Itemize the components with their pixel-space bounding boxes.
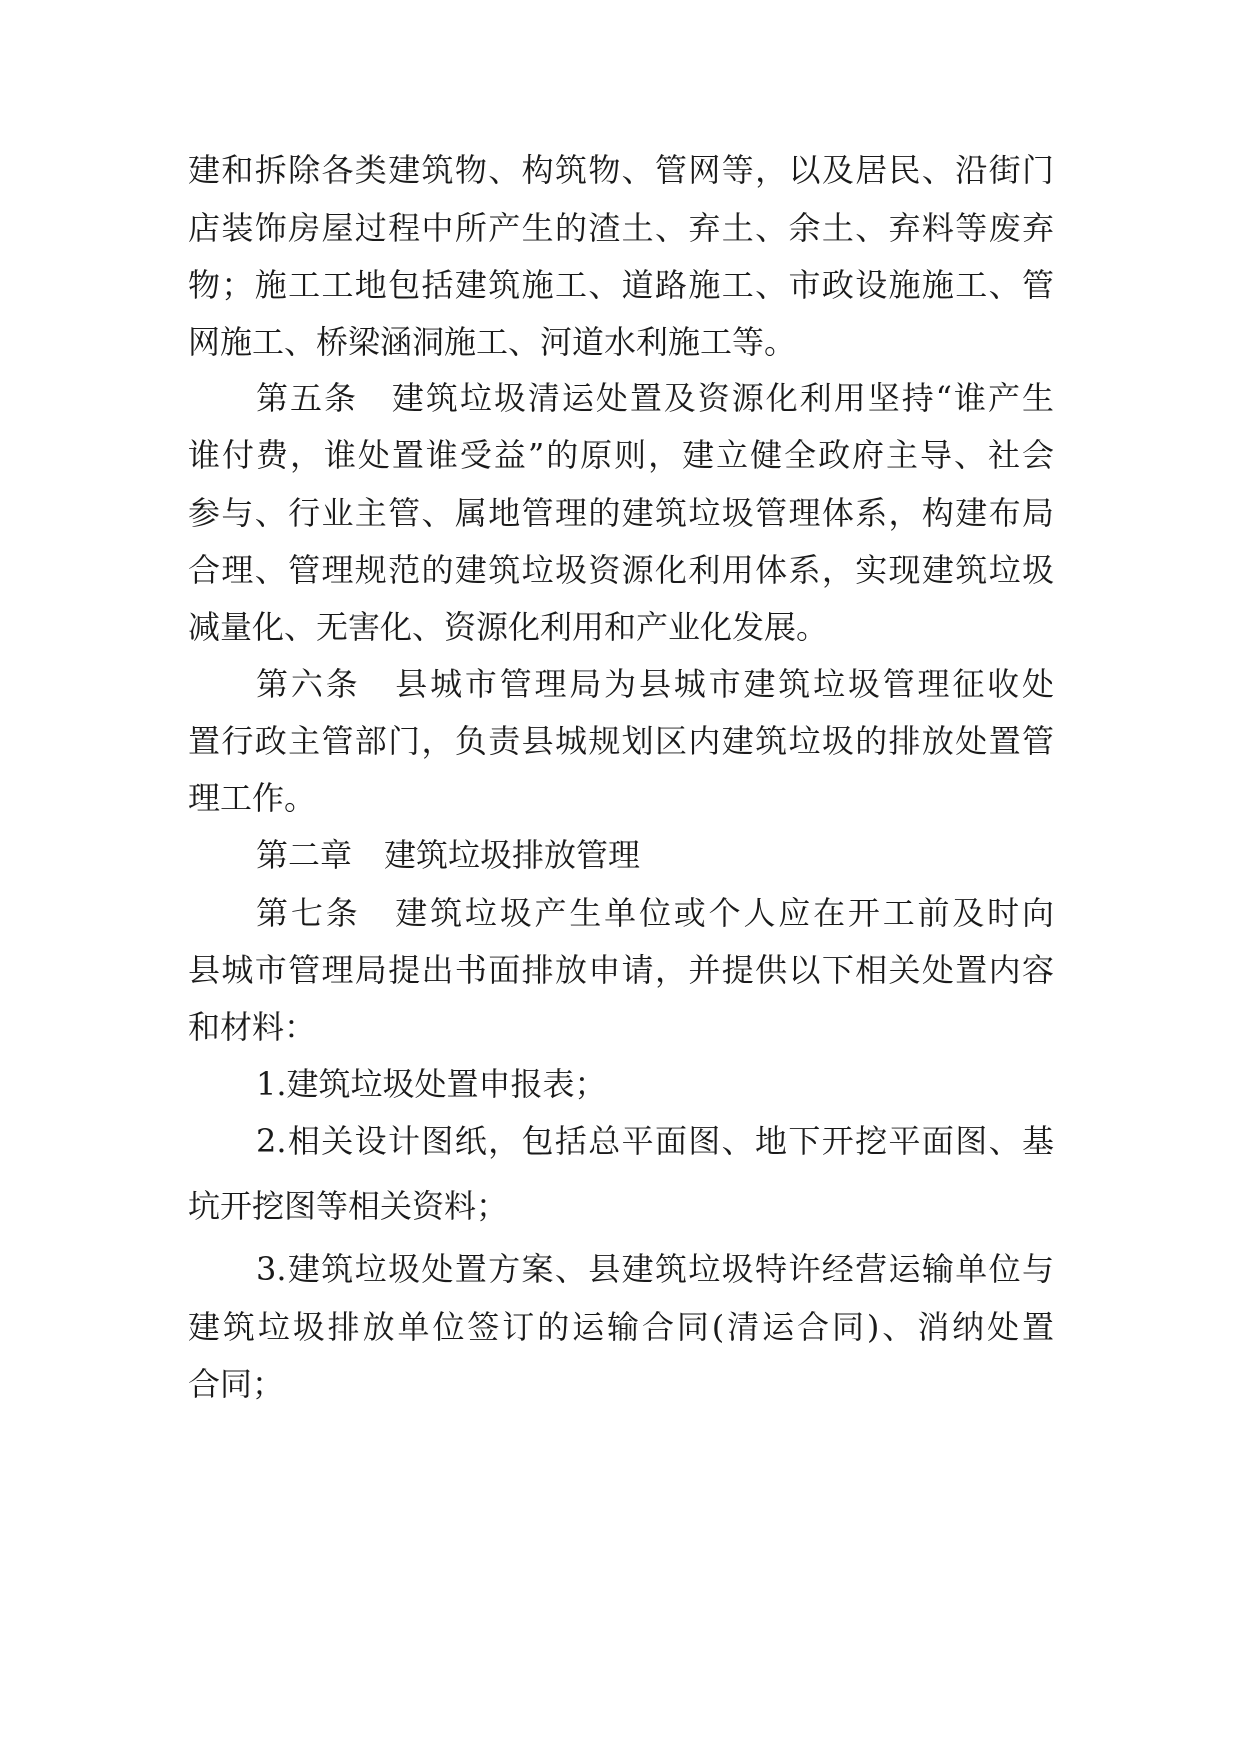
text-line: 合理、管理规范的建筑垃圾资源化利用体系，实现建筑垃圾 <box>188 551 1054 589</box>
text-line: 店装饰房屋过程中所产生的渣土、弃土、余土、弃料等废弃 <box>188 209 1054 247</box>
text-line: 网施工、桥梁涵洞施工、河道水利施工等。 <box>188 323 797 361</box>
text-line: 参与、行业主管、属地管理的建筑垃圾管理体系，构建布局 <box>188 494 1054 532</box>
text-line: 减量化、无害化、资源化利用和产业化发展。 <box>188 608 829 646</box>
text-line: 物；施工工地包括建筑施工、道路施工、市政设施施工、管 <box>188 266 1054 304</box>
article-5-heading-line: 第五条 建筑垃圾清运处置及资源化利用坚持“谁产生 <box>256 379 1054 417</box>
article-6-heading-line: 第六条 县城市管理局为县城市建筑垃圾管理征收处 <box>256 665 1054 703</box>
text-line: 理工作。 <box>188 779 317 817</box>
text-line: 坑开挖图等相关资料； <box>188 1187 509 1225</box>
text-line: 置行政主管部门，负责县城规划区内建筑垃圾的排放处置管 <box>188 722 1054 760</box>
text-line: 和材料： <box>188 1008 317 1046</box>
text-line: 建和拆除各类建筑物、构筑物、管网等，以及居民、沿街门 <box>188 151 1054 189</box>
text-line: 谁付费，谁处置谁受益”的原则，建立健全政府主导、社会 <box>188 436 1054 474</box>
article-7-heading-line: 第七条 建筑垃圾产生单位或个人应在开工前及时向 <box>256 894 1054 932</box>
text-line: 合同； <box>188 1365 285 1403</box>
text-line: 建筑垃圾排放单位签订的运输合同(清运合同)、消纳处置 <box>188 1308 1054 1346</box>
list-item-2: 2.相关设计图纸，包括总平面图、地下开挖平面图、基 <box>256 1122 1054 1160</box>
list-item-3: 3.建筑垃圾处置方案、县建筑垃圾特许经营运输单位与 <box>256 1250 1054 1288</box>
chapter-2-heading: 第二章 建筑垃圾排放管理 <box>256 836 641 874</box>
list-item-1: 1.建筑垃圾处置申报表； <box>256 1065 607 1103</box>
text-line: 县城市管理局提出书面排放申请，并提供以下相关处置内容 <box>188 951 1054 989</box>
